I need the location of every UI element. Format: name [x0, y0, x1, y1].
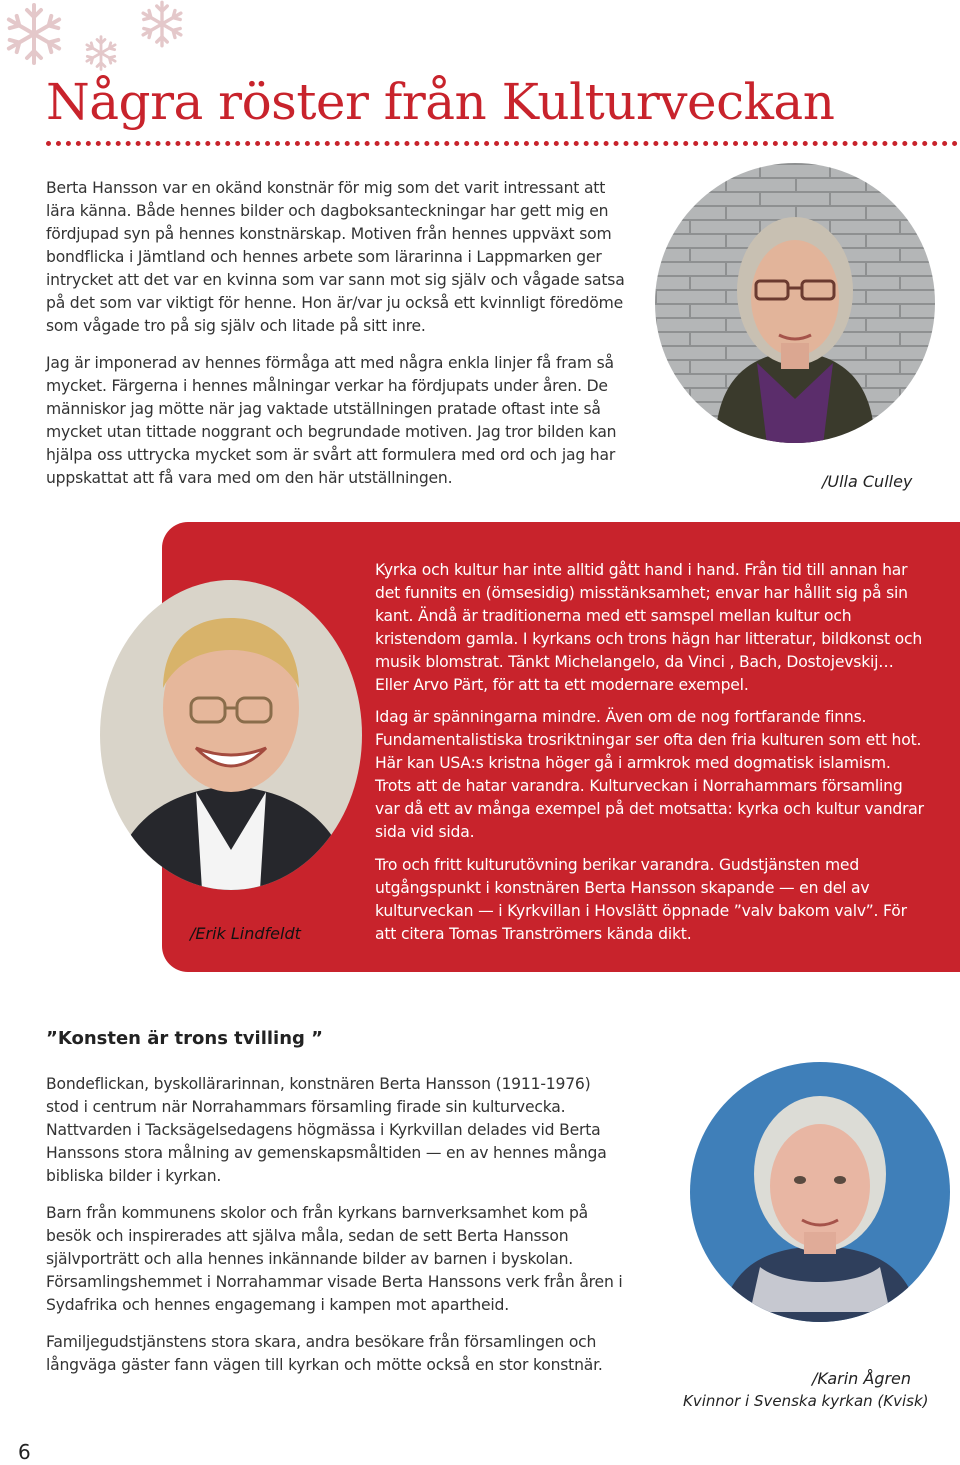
- title-divider: [46, 141, 958, 146]
- karin-paragraph: Barn från kommunens skolor och från kyrkans barnverksamhet kom på besök och inspirerades att själva måla, sedan de sett Berta Hansson självporträtt och alla hennes inkännande bilder av barnen i byskolan. Församlingshemmet i Norrahammar visade Berta Hanssons verk från åren i Sydafrika och hennes engagemang i kampen mot apartheid.: [46, 1204, 623, 1314]
- ulla-paragraph: Berta Hansson var en okänd konstnär för mig som det varit intressant att lära känna. Både hennes bilder och dagboksanteckningar har gett mig en fördjupad syn på hennes konstnärskap. Motiven från hennes uppväxt som bondflicka i Jämtland och hennes arbete som lärarinna i Lappmarken ger intrycket att det var en kvinna som var sann mot sig själv och vågade satsa på det som var viktigt för henne. Hon är/var ju också ett kvinnligt föredöme som vågade tro på sig själv och litade på sitt inre.: [46, 179, 625, 335]
- erik-paragraph: Tro och fritt kulturutövning berikar varandra. Gudstjänsten med utgångspunkt i konstnären Berta Hansson skapande — en del av kulturveckan — i Kyrkvillan i Hovslätt öppnade ”valv bakom valv”. För att citera Tomas Tranströmers kända dikt.: [375, 855, 907, 943]
- karin-portrait: [690, 1062, 950, 1322]
- ulla-portrait: [655, 163, 935, 443]
- karin-paragraph: Familjegudstjänstens stora skara, andra besökare från församlingen och långväga gäster fann vägen till kyrkan och mötte också en stor konstnär.: [46, 1333, 603, 1374]
- erik-signature: /Erik Lindfeldt: [190, 924, 301, 943]
- snowflake-icon: [2, 2, 66, 66]
- erik-portrait: [100, 580, 362, 890]
- karin-affiliation: Kvinnor i Svenska kyrkan (Kvisk): [683, 1392, 929, 1410]
- erik-text: [375, 559, 930, 946]
- ulla-signature: /Ulla Culley: [822, 472, 913, 491]
- quote-heading: ”Konsten är trons tvilling ”: [46, 1028, 323, 1049]
- ulla-text: [46, 177, 626, 490]
- karin-signature: /Karin Ågren: [812, 1369, 912, 1388]
- ulla-paragraph: Jag är imponerad av hennes förmåga att med några enkla linjer få fram så mycket. Färgerna i hennes målningar verkar ha fördjupats under åren. De människor jag mötte när jag vaktade utställningen pratade oftast inte så mycket utan tittade noggrant och begrundade motiven. Jag tror bilden kan hjälpa oss uttrycka mycket som är svårt att formulera med ord och jag har uppskattat att få vara med om den här utställningen.: [46, 354, 617, 487]
- snowflake-icon: [83, 35, 119, 71]
- erik-paragraph: Kyrka och kultur har inte alltid gått hand i hand. Från tid till annan har det funnits en (ömsesidig) misstänksamhet; envar har hållit sig på sin kant. Ändå är traditionerna med ett samspel mellan kultur och kristendom gamla. I kyrkans och trons hägn har litteratur, bildkonst och musik blomstrat. Tänkt Michelangelo, da Vinci , Bach, Dostojevskij… Eller Arvo Pärt, för att ta ett modernare exempel.: [375, 561, 923, 694]
- karin-text: [46, 1073, 626, 1377]
- page-title: Några röster från Kulturveckan: [46, 73, 835, 131]
- page-number: 6: [18, 1440, 31, 1464]
- snowflake-icon: [138, 0, 186, 48]
- karin-paragraph: Bondeflickan, byskollärarinnan, konstnären Berta Hansson (1911-1976) stod i centrum när Norrahammars församling firade sin kulturvecka. Nattvarden i Tacksägelsedagens högmässa i Kyrkvillan delades vid Berta Hanssons stora målning av gemenskapsmåltiden — en av hennes många bibliska bilder i kyrkan.: [46, 1075, 607, 1185]
- erik-paragraph: Idag är spänningarna mindre. Även om de nog fortfarande finns. Fundamentalistiska trosriktningar ser ofta den fria kulturen som ett hot. Här kan USA:s kristna höger gå i armkrok med dogmatisk islamism. Trots att de hatar varandra. Kulturveckan i Norrahammars församling var då ett av många exempel på det motsatta: kyrka och kultur vandrar sida vid sida.: [375, 708, 924, 841]
